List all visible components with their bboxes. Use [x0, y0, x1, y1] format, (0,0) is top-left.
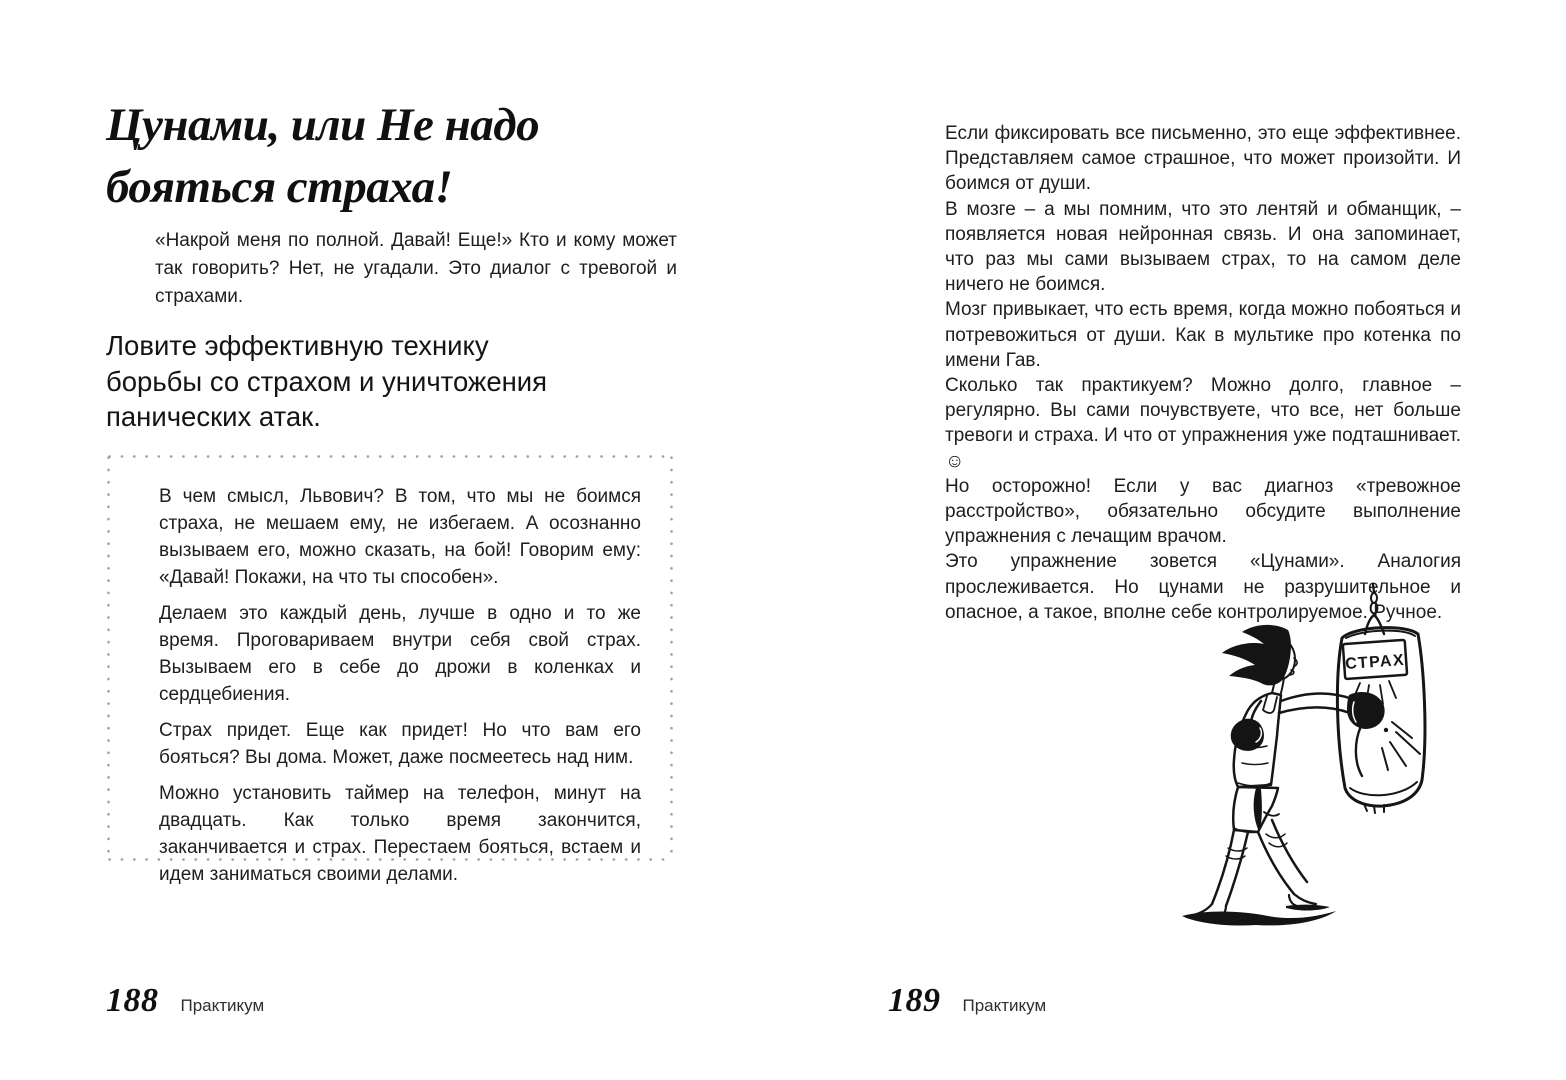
bag-sign-label: СТРАХ: [1344, 651, 1406, 673]
box-paragraph: Страх придет. Еще как придет! Но что вам его бояться? Вы дома. Может, даже посмеетесь над ним.: [159, 720, 641, 768]
right-page-number: 189: [888, 982, 941, 1019]
body-paragraph: Это упражнение зовется «Цунами». Аналогия прослеживается. Но цунами не разрушительное и опасное, а такое, вполне себе контролируемое. Ручное.: [945, 551, 1461, 623]
punching-arm: [1279, 694, 1352, 713]
lead-subtitle: [106, 328, 606, 435]
dotted-border-right: [670, 456, 673, 860]
right-page-text: [945, 121, 1461, 625]
body-paragraph: Сколько так практикуем? Можно долго, главное – регулярно. Вы сами почувствуете, что все, нет больше тревоги и страха. И что от упражнения уже подташнивает. ☺: [945, 375, 1461, 472]
technique-box-text: [159, 483, 641, 897]
body-paragraph: Но осторожно! Если у вас диагноз «тревожное расстройство», обязательно обсудите выполнение упражнения с лечащим врачом.: [945, 475, 1461, 548]
body-paragraph: Если фиксировать все письменно, это еще эффективнее. Представляем самое страшное, что может произойти. И боимся от души.: [945, 123, 1461, 195]
lead-subtitle-line-2: борьбы со страхом и уничтожения: [106, 365, 548, 397]
intro-paragraph: «Накрой меня по полной. Давай! Еще!» Кто и кому может так говорить? Нет, не угадали. Это диалог с тревогой и страхами.: [155, 230, 677, 307]
left-section-label: Практикум: [180, 996, 265, 1015]
dotted-border-left: [107, 456, 110, 860]
lead-subtitle-line-3: панических атак.: [106, 401, 321, 432]
body-paragraph: Мозг привыкает, что есть время, когда можно побояться и потревожиться от души. Как в мультике про котенка по имени Гав.: [945, 299, 1461, 371]
right-page-footer: [888, 982, 1046, 1020]
box-paragraph: Делаем это каждый день, лучше в одно и то же время. Проговариваем внутри себя свой страх. Вызываем его в себе до дрожи в коленках и сердцебиения.: [159, 603, 641, 705]
left-page-number: 188: [106, 982, 159, 1019]
dotted-border-top: [108, 455, 672, 458]
technique-box: [107, 455, 673, 885]
box-paragraph: Можно установить таймер на телефон, минут на двадцать. Как только время закончится, заканчивается и страх. Перестаем бояться, встаем и идем заниматься своими делами.: [159, 783, 641, 885]
box-paragraph: В чем смысл, Львович? В том, что мы не боимся страха, не мешаем ему, не избегаем. А осознанно вызываем его, можно сказать, на бой! Говорим ему: «Давай! Покажи, на что ты способен».: [159, 486, 641, 588]
front-leg: [1258, 820, 1307, 894]
hair: [1222, 625, 1291, 685]
bag-sign: [1343, 640, 1407, 679]
back-leg: [1212, 830, 1248, 906]
left-page-footer: [106, 982, 264, 1020]
chapter-title-line-1: Цунами, или Не надо: [106, 99, 540, 151]
body-paragraph: В мозге – а мы помним, что это лентяй и обманщик, – появляется новая нейронная связь. И она запоминает, что раз мы сами вызываем страх, то на самом деле ничего не боимся.: [945, 198, 1461, 296]
boxing-illustration-svg: [1168, 580, 1490, 938]
boxing-illustration: [1168, 580, 1490, 938]
floor-shadow: [1182, 905, 1336, 926]
right-section-label: Практикум: [962, 996, 1047, 1015]
guard-glove: [1231, 719, 1264, 751]
lead-subtitle-line-1: Ловите эффективную технику: [106, 330, 489, 361]
eye: [1283, 651, 1286, 654]
chapter-title-line-2: бояться страха!: [106, 161, 453, 213]
chapter-title: [106, 94, 706, 218]
